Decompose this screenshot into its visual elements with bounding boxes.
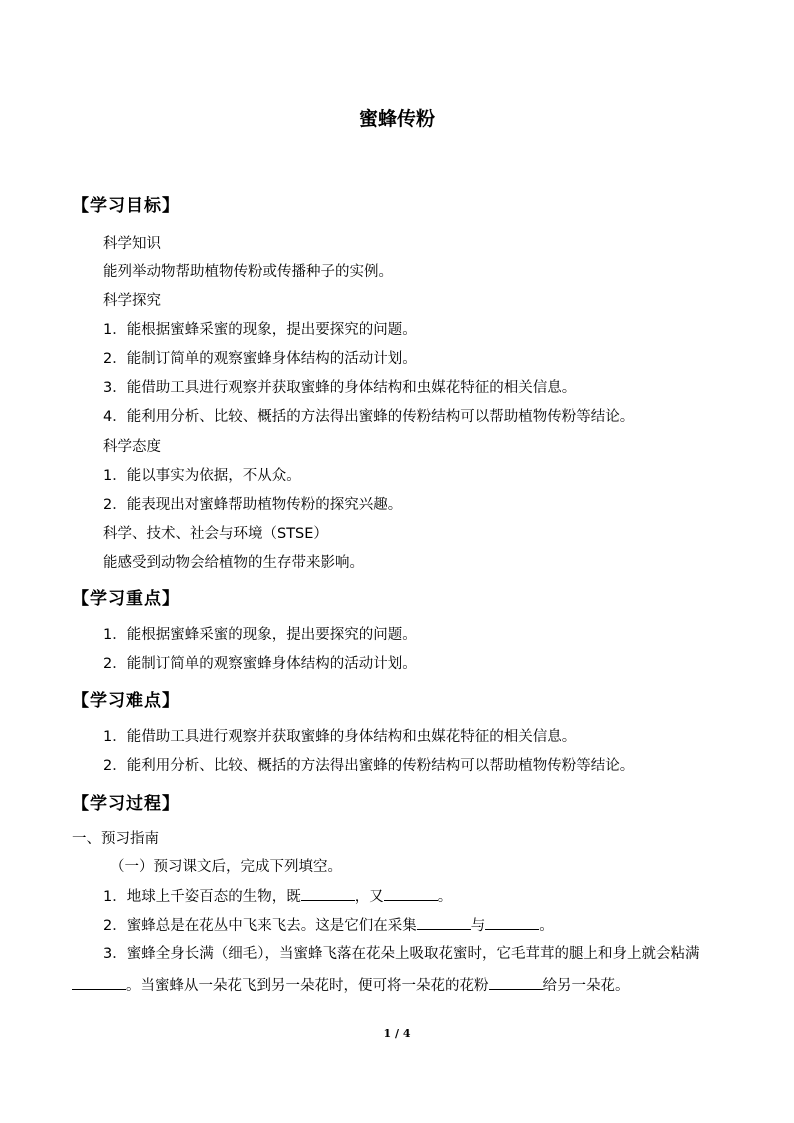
question-text: 。 [539, 918, 554, 934]
question-1 [103, 886, 452, 907]
question-text: ，又 [354, 889, 384, 905]
section-heading-difficulties: 【学习难点】 [72, 691, 180, 711]
question-text: 2．蜜蜂总是在花丛中飞来飞去。这是它们在采集 [103, 918, 417, 934]
key-point-item: 2．能制订简单的观察蜜蜂身体结构的活动计划。 [103, 656, 417, 672]
stse-label: 科学、技术、社会与环境（STSE） [103, 526, 328, 542]
page-number: 1 / 4 [383, 1027, 411, 1040]
fill-blank[interactable] [485, 915, 539, 930]
question-text: 与 [470, 918, 486, 934]
key-point-item: 1．能根据蜜蜂采蜜的现象，提出要探究的问题。 [103, 627, 417, 643]
fill-blank[interactable] [72, 975, 126, 990]
fill-blank[interactable] [489, 975, 543, 990]
inquiry-item: 4．能利用分析、比较、概括的方法得出蜜蜂的传粉结构可以帮助植物传粉等结论。 [103, 409, 635, 425]
sub1-title: （一）预习课文后，完成下列填空。 [110, 859, 342, 875]
attitude-item: 2．能表现出对蜜蜂帮助植物传粉的探究兴趣。 [103, 497, 403, 513]
fill-blank[interactable] [301, 886, 355, 901]
difficulty-item: 2．能利用分析、比较、概括的方法得出蜜蜂的传粉结构可以帮助植物传粉等结论。 [103, 758, 635, 774]
question-text: 给另一朵花。 [542, 978, 630, 994]
question-text: 1．地球上千姿百态的生物，既 [103, 889, 301, 905]
difficulty-item: 1．能借助工具进行观察并获取蜜蜂的身体结构和虫媒花特征的相关信息。 [103, 729, 577, 745]
question-text: 3．蜜蜂全身长满（细毛），当蜜蜂飞落在花朵上吸取花蜜时，它毛茸茸的腿上和身上就会粘满 [103, 946, 700, 962]
attitude-label: 科学态度 [103, 439, 161, 455]
inquiry-label: 科学探究 [103, 293, 161, 309]
section-heading-process: 【学习过程】 [72, 794, 180, 814]
fill-blank[interactable] [384, 886, 438, 901]
part1-title: 一、预习指南 [72, 831, 159, 847]
knowledge-text: 能列举动物帮助植物传粉或传播种子的实例。 [103, 264, 393, 280]
inquiry-item: 3．能借助工具进行观察并获取蜜蜂的身体结构和虫媒花特征的相关信息。 [103, 380, 577, 396]
section-heading-key-points: 【学习重点】 [72, 589, 180, 609]
inquiry-item: 2．能制订简单的观察蜜蜂身体结构的活动计划。 [103, 351, 417, 367]
inquiry-item: 1．能根据蜜蜂采蜜的现象，提出要探究的问题。 [103, 322, 417, 338]
question-text: 。当蜜蜂从一朵花飞到另一朵花时，便可将一朵花的花粉 [126, 978, 489, 994]
knowledge-label: 科学知识 [103, 236, 161, 252]
question-3 [72, 938, 720, 1002]
question-text: 。 [437, 889, 453, 905]
question-2 [103, 915, 554, 936]
page-title: 蜜蜂传粉 [358, 108, 435, 130]
attitude-item: 1．能以事实为依据，不从众。 [103, 468, 301, 484]
fill-blank[interactable] [417, 915, 471, 930]
stse-text: 能感受到动物会给植物的生存带来影响。 [103, 555, 364, 571]
section-heading-objectives: 【学习目标】 [72, 196, 180, 216]
